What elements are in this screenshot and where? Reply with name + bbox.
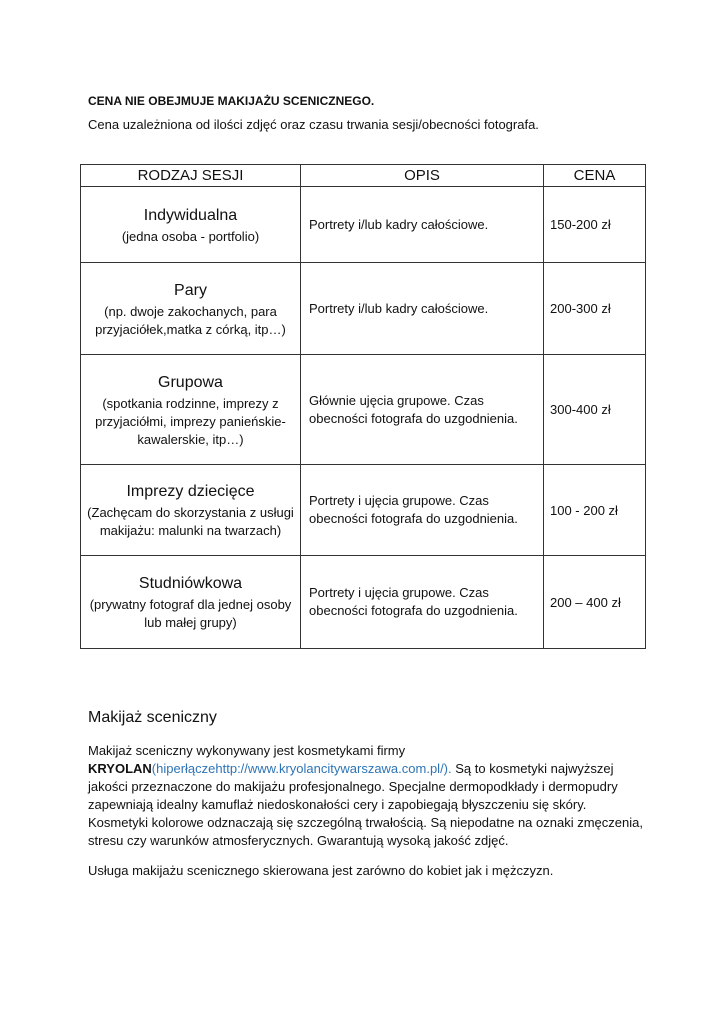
makeup-audience-paragraph: Usługa makijażu scenicznego skierowana jest zarówno do kobiet jak i mężczyzn. [88, 863, 554, 878]
session-type-cell [81, 465, 301, 556]
table-row [81, 465, 646, 556]
session-type-cell [81, 556, 301, 649]
session-type-details: (np. dwoje zakochanych, para przyjaciółek,matka z córką, itp…) [95, 303, 286, 337]
session-description: Portrety i ujęcia grupowe. Czas obecności fotografa do uzgodnienia. [301, 465, 544, 556]
session-type-name: Indywidualna [143, 206, 238, 224]
table-row [81, 355, 646, 465]
session-type-details: (jedna osoba - portfolio) [121, 228, 260, 244]
makeup-paragraph [88, 742, 648, 850]
session-description: Portrety i/lub kadry całościowe. [301, 187, 544, 263]
session-type-name: Studniówkowa [138, 575, 243, 592]
session-type-details: (Zachęcam do skorzystania z usługi makijażu: malunki na twarzach) [87, 505, 294, 538]
session-price: 200 – 400 zł [544, 556, 646, 649]
kryolan-hyperlink[interactable]: (hiperłączehttp://www.kryolancitywarszawa.com.pl/). [151, 761, 452, 776]
session-price: 200-300 zł [544, 263, 646, 355]
session-type-cell [81, 263, 301, 355]
session-description: Głównie ujęcia grupowe. Czas obecności fotografa do uzgodnienia. [301, 355, 544, 465]
column-header-description: OPIS [301, 165, 544, 187]
table-row [81, 556, 646, 649]
session-price: 300-400 zł [544, 355, 646, 465]
makeup-section-title: Makijaż sceniczny [88, 709, 217, 726]
session-type-cell [81, 187, 301, 263]
table-header-row [81, 165, 646, 187]
session-type-details: (prywatny fotograf dla jednej osoby lub małej grupy) [89, 597, 292, 630]
notice-heading: CENA NIE OBEJMUJE MAKIJAŻU SCENICZNEGO. [88, 94, 375, 108]
session-description: Portrety i ujęcia grupowe. Czas obecności fotografa do uzgodnienia. [301, 556, 544, 649]
brand-name: KRYOLAN [88, 761, 152, 776]
table-row [81, 187, 646, 263]
column-header-price: CENA [544, 165, 646, 187]
intro-text: Cena uzależniona od ilości zdjęć oraz czasu trwania sesji/obecności fotografa. [88, 117, 539, 132]
session-price: 150-200 zł [544, 187, 646, 263]
session-type-name: Imprezy dziecięce [126, 483, 255, 500]
session-price: 100 - 200 zł [544, 465, 646, 556]
session-type-details: (spotkania rodzinne, imprezy z przyjaciółmi, imprezy panieńskie-kawalerskie, itp…) [95, 395, 286, 447]
table-row [81, 263, 646, 355]
session-type-name: Pary [174, 281, 207, 299]
session-type-name: Grupowa [158, 373, 223, 391]
makeup-intro-text: Makijaż sceniczny wykonywany jest kosmetykami firmy [88, 743, 406, 758]
session-description: Portrety i/lub kadry całościowe. [301, 263, 544, 355]
column-header-type: RODZAJ SESJI [81, 165, 301, 187]
session-type-cell [81, 355, 301, 465]
price-table [80, 164, 646, 649]
makeup-description-text: Są to kosmetyki najwyższej jakości przeznaczone do makijażu profesjonalnego. Specjalne dermopodkłady i dermopudry zapewniają idealny kamuflaż niedoskonałości cery i zapobiegają błyszczeniu się skóry. Kosmetyki kolorowe odznaczają się szczególną trwałością. Są niepodatne na oznaki zmęczenia, stresu czy warunków atmosferycznych. Gwarantują wysoką jakość zdjęć. [88, 761, 643, 848]
